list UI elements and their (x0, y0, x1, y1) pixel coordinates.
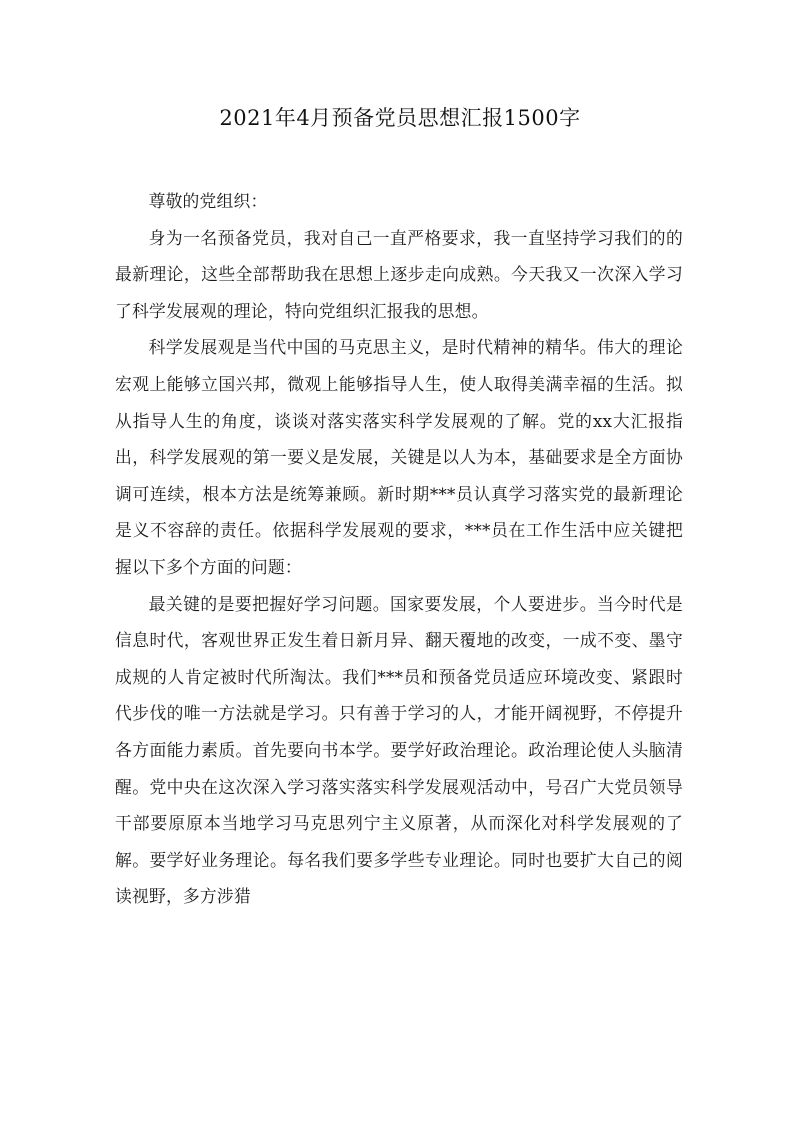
paragraph-1: 身为一名预备党员，我对自己一直严格要求，我一直坚持学习我们的的最新理论，这些全部帮助我在思想上逐步走向成熟。今天我又一次深入学习了科学发展观的理论，特向党组织汇报我的思想。 (115, 227, 683, 321)
paragraph-3: 最关键的是要把握好学习问题。国家要发展，个人要进步。当今时代是信息时代，客观世界正发生着日新月异、翻天覆地的改变，一成不变、墨守成规的人肯定被时代所淘汰。我们***员和预备党员适应环境改变、紧跟时代步伐的唯一方法就是学习。只有善于学习的人，才能开阔视野，不停提升各方面能力素质。首先要向书本学。要学好政治理论。政治理论使人头脑清醒。党中央在这次深入学习落实落实科学发展观活动中，号召广大党员领导干部要原原本当地学习马克思列宁主义原著，从而深化对科学发展观的了解。要学好业务理论。每名我们要多学些专业理论。同时也要扩大自己的阅读视野，多方涉猎 (115, 593, 683, 907)
salutation: 尊敬的党组织： (148, 191, 268, 211)
paragraph-2: 科学发展观是当代中国的马克思主义，是时代精神的精华。伟大的理论宏观上能够立国兴邦，微观上能够指导人生，使人取得美满幸福的生活。拟从指导人生的角度，谈谈对落实落实科学发展观的了解。党的xx大汇报指出，科学发展观的第一要义是发展，关键是以人为本，基础要求是全方面协调可连续，根本方法是统筹兼顾。新时期***员认真学习落实党的最新理论是义不容辞的责任。依据科学发展观的要求，***员在工作生活中应关键把握以下多个方面的问题： (115, 337, 683, 577)
document-body (115, 183, 683, 915)
document-title: 2021年4月预备党员思想汇报1500字 (219, 106, 581, 130)
